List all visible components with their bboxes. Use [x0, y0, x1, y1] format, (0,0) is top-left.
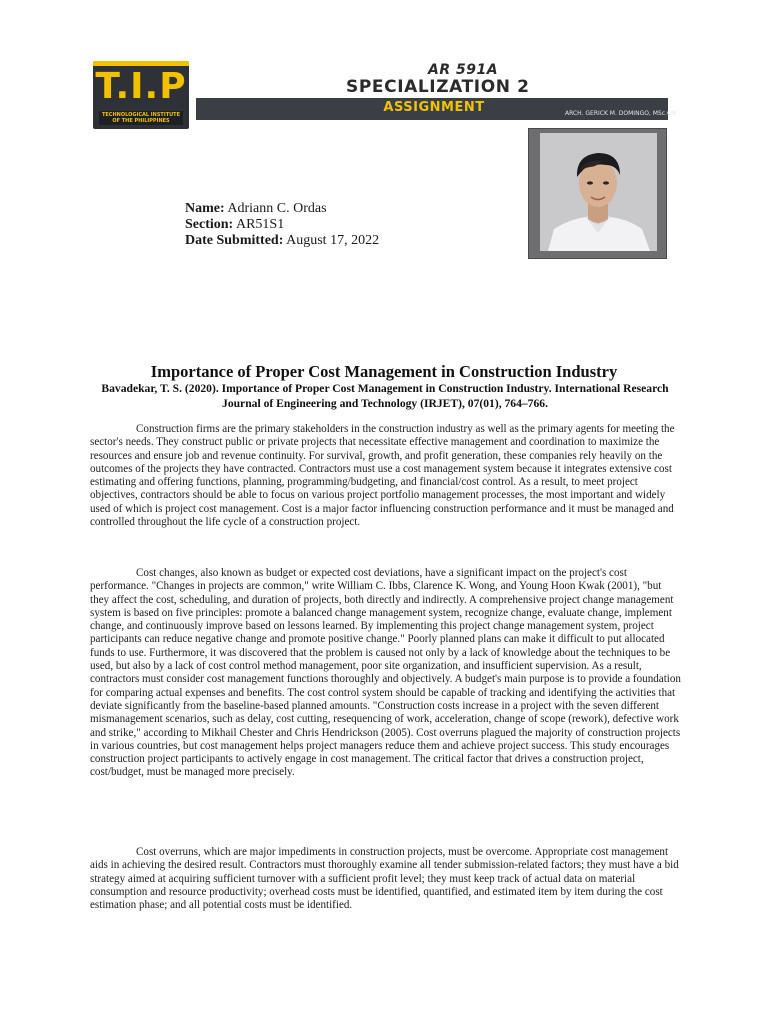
article-citation: Bavadekar, T. S. (2020). Importance of Proper Cost Management in Construction Industry. International Research Journal of Engineering and Technology (IRJET), 07(01), 764–766. [101, 382, 669, 410]
paragraph-1: Construction firms are the primary stakeholders in the construction industry as well as the primary agents for meeting the sector's needs. They construct public or private projects that necessitate effective management and coordination to maximize the resources and ensure job and revenue continuity. For survival, growth, and profit generation, these companies rely heavily on the outcomes of the projects they have contracted. Contractors must use a cost management system because it integrates extensive cost estimating and offering functions, planning, programming/budgeting, and financial/cost control. As a result, to meet project objectives, contractors should be able to focus on various project portfolio management processes, the most important and widely used of which is project cost management. Cost is a major factor influencing construction performance and it must be managed and controlled throughout the life cycle of a construction project. [90, 423, 675, 529]
tip-logo [93, 61, 189, 129]
student-section: AR51S1 [235, 217, 285, 232]
course-title: SPECIALIZATION 2 [346, 77, 530, 97]
student-photo [528, 128, 667, 259]
student-section-row [185, 217, 284, 233]
student-name: Adriann C. Ordas [227, 201, 327, 216]
logo-letters: T.I.P [95, 66, 187, 107]
date-label: Date Submitted: [185, 233, 284, 248]
logo-subtitle: TECHNOLOGICAL INSTITUTE OF THE PHILIPPINES [101, 112, 181, 124]
paragraph-3: Cost overruns, which are major impediments in construction projects, must be overcome. Appropriate cost management aids in achieving the desired result. Contractors must thoroughly examine all tender submission-related factors; they must have a bid strategy aimed at acquiring sufficient turnover with a sufficient profit level; they must keep track of actual data on material consumption and resource productivity; overhead costs must be identified, quantified, and estimated item by item during the cost estimation phase; and all potential costs must be identified. [90, 846, 679, 912]
section-label: Section: [185, 217, 234, 232]
assignment-label: ASSIGNMENT [383, 100, 485, 115]
date-submitted-row [185, 233, 379, 249]
article-title: Importance of Proper Cost Management in Construction Industry [150, 362, 618, 381]
photo-portrait [540, 133, 657, 251]
course-code: AR 591A [428, 62, 499, 78]
student-name-row [185, 201, 327, 217]
name-label: Name: [185, 201, 225, 216]
portrait-illustration [540, 133, 657, 251]
paragraph-2: Cost changes, also known as budget or expected cost deviations, have a significant impact on the project's cost performance. "Changes in projects are common," write William C. Ibbs, Clarence K. Wong, and Young Hoon Kwak (2001), "but they affect the cost, scheduling, and duration of projects, both directly and indirectly. A comprehensive project change management system is based on five principles: promote a balanced change management system, recognize change, evaluate change, implement change, and continuously improve based on lessons learned. By implementing this project change management system, project participants can reduce negative change and promote positive change." Poorly planned plans can make it difficult to put allocated funds to use. Furthermore, it was discovered that the problem is caused not only by a lack of knowledge about the techniques to be used, but also by a lack of cost control method management, poor site organization, and insufficient supervision. As a result, contractors must consider cost management functions thoroughly and objectively. A budget's main purpose is to provide a foundation for comparing actual expenses and benefits. The cost control system should be capable of tracking and identifying the activities that deviate significantly from the baseline-based planned amounts. "Construction costs increase in a project with the seven different mismanagement scenarios, such as delay, cost cutting, resequencing of work, acceleration, change of scope (rework), defective work and strike," according to Mikhail Chester and Chris Hendrickson (2005). Cost overruns plagued the majority of construction projects in various countries, but cost management helps project managers reduce them and achieve project success. This study encourages construction project participants to actively engage in cost management. The critical factor that drives a construction project, cost/budget, must be managed more precisely. [90, 567, 681, 779]
instructor-credit: ARCH. GERICK M. DOMINGO, MSc.CM [565, 110, 677, 117]
date-submitted: August 17, 2022 [286, 233, 380, 248]
